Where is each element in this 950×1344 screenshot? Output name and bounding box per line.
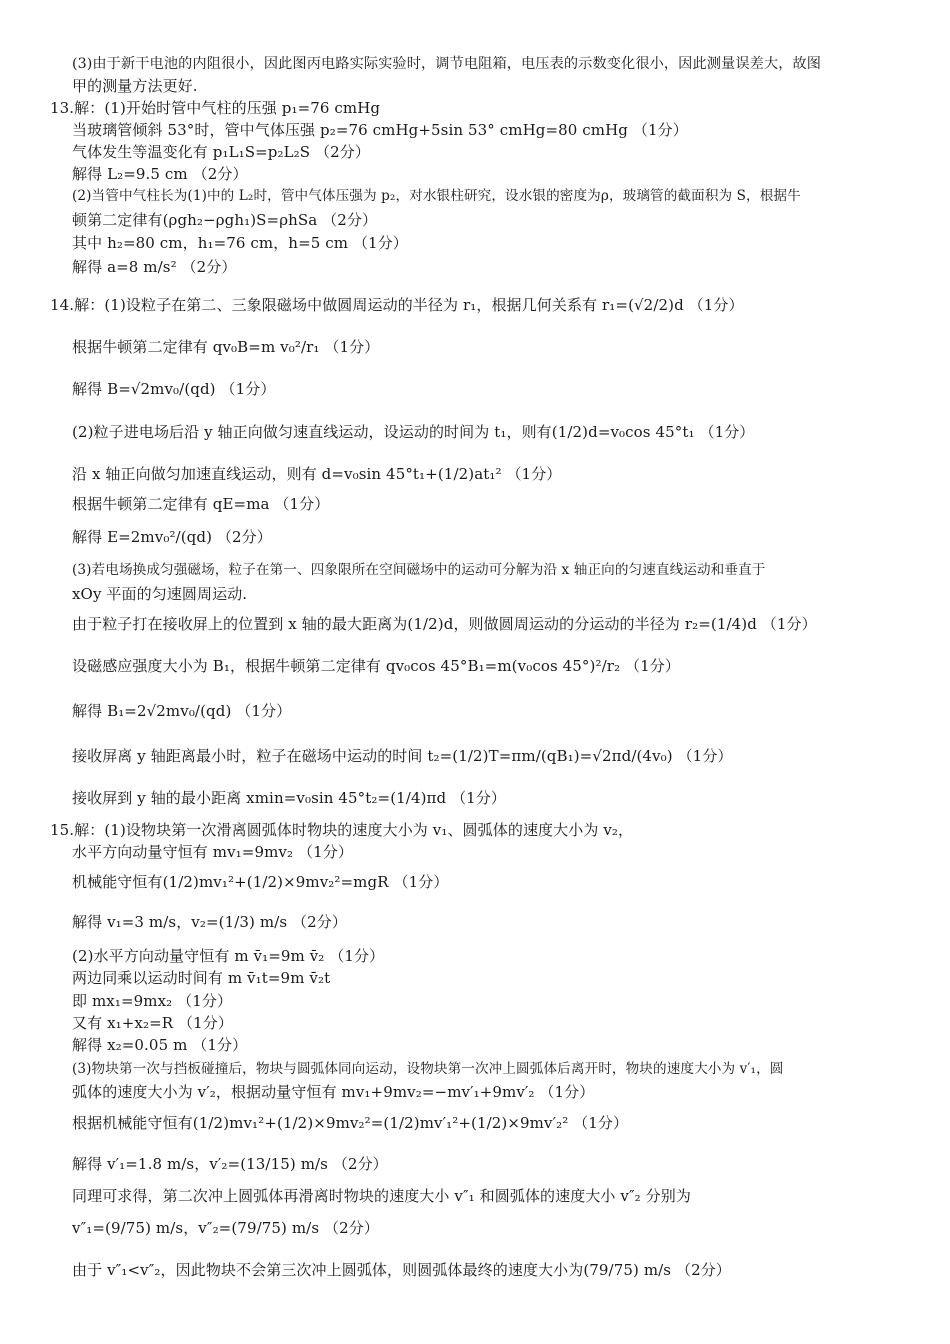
line-q13-g: 解得 a=8 m/s² （2分） xyxy=(72,258,237,276)
line-q14-l: 接收屏离 y 轴距离最小时，粒子在磁场中运动的时间 t₂=(1/2)T=πm/(qB₁)=√2πd/(4v₀) （1分） xyxy=(72,747,733,765)
line-q13-a: 当玻璃管倾斜 53°时，管中气体压强 p₂=76 cmHg+5sin 53° cmHg=80 cmHg （1分） xyxy=(72,121,688,139)
line-q13-d: (2)当管中气柱长为(1)中的 L₂时，管中气体压强为 p₂，对水银柱研究，设水银的密度为ρ，玻璃管的截面积为 S，根据牛 xyxy=(72,188,801,204)
line-q15-k: 根据机械能守恒有(1/2)mv₁²+(1/2)×9mv₂²=(1/2)mv′₁²+(1/2)×9mv′₂² （1分） xyxy=(72,1114,629,1132)
line-q15-h: 解得 x₂=0.05 m （1分） xyxy=(72,1036,248,1054)
line-q14-g: (3)若电场换成匀强磁场，粒子在第一、四象限所在空间磁场中的运动可分解为沿 x 轴正向的匀速直线运动和垂直于 xyxy=(72,562,766,578)
line-q15-d: (2)水平方向动量守恒有 m v̄₁=9m v̄₂ （1分） xyxy=(72,947,385,965)
line-p12-3-b: 甲的测量方法更好. xyxy=(72,77,198,95)
line-q15-a: 水平方向动量守恒有 mv₁=9mv₂ （1分） xyxy=(72,843,353,861)
line-q15-m: 同理可求得，第二次冲上圆弧体再滑离时物块的速度大小 v″₁ 和圆弧体的速度大小 v″₂ 分别为 xyxy=(72,1187,691,1205)
line-q15-e: 两边同乘以运动时间有 m v̄₁t=9m v̄₂t xyxy=(72,969,331,987)
line-q13-b: 气体发生等温变化有 p₁L₁S=p₂L₂S （2分） xyxy=(72,143,370,161)
line-q14-m: 接收屏到 y 轴的最小距离 xmin=v₀sin 45°t₂=(1/4)πd （1分） xyxy=(72,789,507,807)
line-q15-head: 15.解：(1)设物块第一次滑离圆弧体时物块的速度大小为 v₁、圆弧体的速度大小为 v₂， xyxy=(50,821,634,839)
line-q13-head: 13.解：(1)开始时管中气柱的压强 p₁=76 cmHg xyxy=(50,99,381,117)
line-q15-i: (3)物块第一次与挡板碰撞后，物块与圆弧体同向运动，设物块第一次冲上圆弧体后离开时，物块的速度大小为 v′₁，圆 xyxy=(72,1061,784,1077)
line-q15-j: 弧体的速度大小为 v′₂，根据动量守恒有 mv₁+9mv₂=−mv′₁+9mv′₂ （1分） xyxy=(72,1083,595,1101)
line-q14-head: 14.解：(1)设粒子在第二、三象限磁场中做圆周运动的半径为 r₁，根据几何关系有 r₁=(√2/2)d （1分） xyxy=(50,296,744,314)
line-q13-e: 顿第二定律有(ρgh₂−ρgh₁)S=ρhSa （2分） xyxy=(72,211,378,229)
line-q14-f: 解得 E=2mv₀²/(qd) （2分） xyxy=(72,528,272,546)
line-q15-g: 又有 x₁+x₂=R （1分） xyxy=(72,1014,233,1032)
line-q15-l: 解得 v′₁=1.8 m/s，v′₂=(13/15) m/s （2分） xyxy=(72,1155,388,1173)
line-q14-j: 设磁感应强度大小为 B₁，根据牛顿第二定律有 qv₀cos 45°B₁=m(v₀cos 45°)²/r₂ （1分） xyxy=(72,657,680,675)
line-q14-h: xOy 平面的匀速圆周运动. xyxy=(72,585,248,603)
line-q14-e: 根据牛顿第二定律有 qE=ma （1分） xyxy=(72,495,330,513)
line-q14-k: 解得 B₁=2√2mv₀/(qd) （1分） xyxy=(72,702,292,720)
line-p12-3-a: (3)由于新干电池的内阻很小，因此图丙电路实际实验时，调节电阻箱，电压表的示数变化很小，因此测量误差大，故图 xyxy=(72,56,822,72)
line-q15-n: v″₁=(9/75) m/s，v″₂=(79/75) m/s （2分） xyxy=(72,1219,379,1237)
line-q13-c: 解得 L₂=9.5 cm （2分） xyxy=(72,165,248,183)
line-q14-i: 由于粒子打在接收屏上的位置到 x 轴的最大距离为(1/2)d，则做圆周运动的分运动的半径为 r₂=(1/4)d （1分） xyxy=(72,615,817,633)
line-q14-a: 根据牛顿第二定律有 qv₀B=m v₀²/r₁ （1分） xyxy=(72,338,380,356)
line-q15-f: 即 mx₁=9mx₂ （1分） xyxy=(72,992,233,1010)
line-q15-b: 机械能守恒有(1/2)mv₁²+(1/2)×9mv₂²=mgR （1分） xyxy=(72,873,449,891)
line-q13-f: 其中 h₂=80 cm，h₁=76 cm，h=5 cm （1分） xyxy=(72,234,408,252)
line-q14-d: 沿 x 轴正向做匀加速直线运动，则有 d=v₀sin 45°t₁+(1/2)at₁² （1分） xyxy=(72,465,562,483)
line-q15-c: 解得 v₁=3 m/s，v₂=(1/3) m/s （2分） xyxy=(72,913,347,931)
line-q14-b: 解得 B=√2mv₀/(qd) （1分） xyxy=(72,380,276,398)
line-q15-o: 由于 v″₁<v″₂，因此物块不会第三次冲上圆弧体，则圆弧体最终的速度大小为(79/75) m/s （2分） xyxy=(72,1261,731,1279)
line-q14-c: (2)粒子进电场后沿 y 轴正向做匀速直线运动，设运动的时间为 t₁，则有(1/2)d=v₀cos 45°t₁ （1分） xyxy=(72,423,755,441)
